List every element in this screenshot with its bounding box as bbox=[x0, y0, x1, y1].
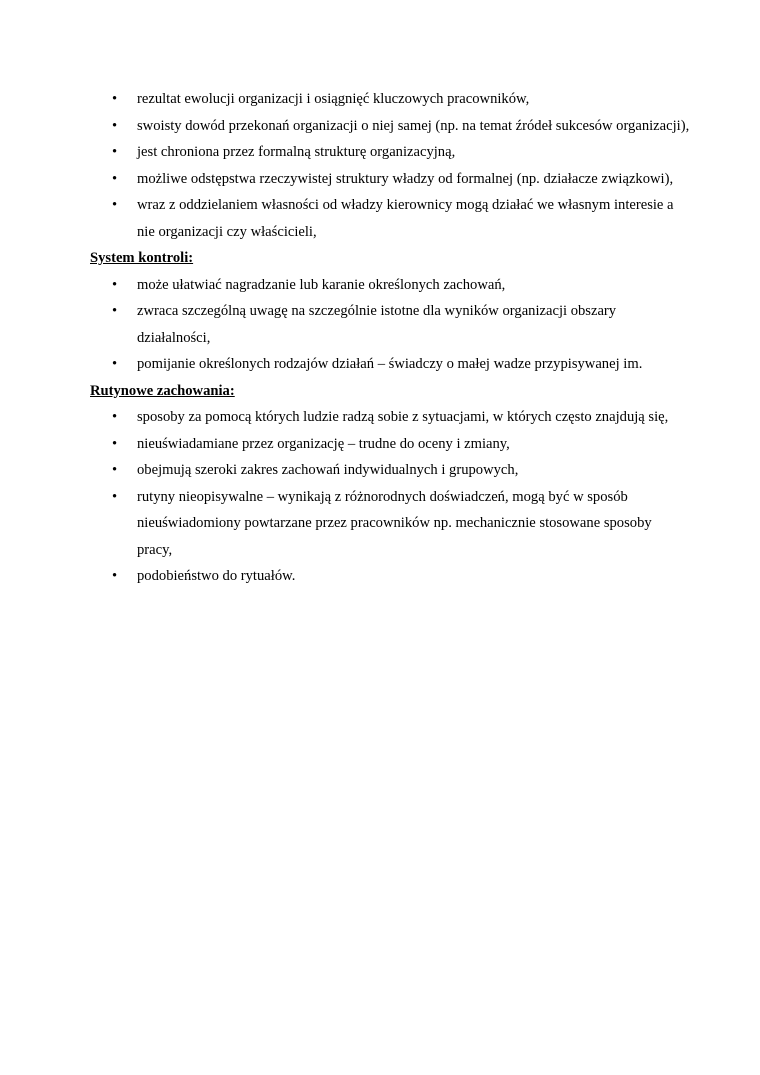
bullet-icon: • bbox=[112, 276, 118, 293]
bullet-icon: • bbox=[112, 488, 118, 505]
list-item bbox=[90, 351, 690, 378]
list-item-text: może ułatwiać nagradzanie lub karanie określonych zachowań, bbox=[137, 276, 506, 293]
list-item-text: rezultat ewolucji organizacji i osiągnięć kluczowych pracowników, bbox=[137, 91, 530, 107]
section-heading-system-kontroli: System kontroli: bbox=[90, 250, 194, 266]
list-item-text: rutyny nieopisywalne – wynikają z różnorodnych doświadczeń, mogą być w sposób nieuświadomiony powtarzane przez pracowników np. mechanicznie stosowane sposoby pracy, bbox=[137, 488, 652, 558]
bullet-list-structure bbox=[90, 86, 690, 245]
list-item-text: swoisty dowód przekonań organizacji o niej samej (np. na temat źródeł sukcesów organizacji), bbox=[137, 117, 690, 134]
list-item bbox=[90, 431, 690, 458]
bullet-icon: • bbox=[112, 117, 118, 134]
bullet-icon: • bbox=[112, 197, 118, 213]
list-item bbox=[90, 272, 690, 299]
bullet-icon: • bbox=[112, 303, 118, 319]
bullet-icon: • bbox=[112, 568, 118, 584]
list-item bbox=[90, 139, 690, 166]
list-item bbox=[90, 404, 690, 431]
bullet-icon: • bbox=[112, 435, 118, 452]
list-item bbox=[90, 563, 690, 590]
bullet-icon: • bbox=[112, 409, 118, 425]
bullet-icon: • bbox=[112, 144, 118, 160]
list-item-text: możliwe odstępstwa rzeczywistej struktury władzy od formalnej (np. działacze związkowi), bbox=[137, 170, 674, 187]
bullet-list-system-kontroli bbox=[90, 272, 690, 378]
bullet-icon: • bbox=[112, 356, 118, 372]
bullet-icon: • bbox=[112, 170, 118, 187]
list-item-text: wraz z oddzielaniem własności od władzy kierownicy mogą działać we własnym interesie a nie organizacji czy właścicieli, bbox=[137, 197, 674, 240]
list-item-text: nieuświadamiane przez organizację – trudne do oceny i zmiany, bbox=[137, 435, 510, 452]
list-item-text: jest chroniona przez formalną strukturę organizacyjną, bbox=[137, 144, 456, 160]
document-body bbox=[90, 86, 690, 590]
list-item bbox=[90, 166, 690, 193]
list-item-text: sposoby za pomocą których ludzie radzą sobie z sytuacjami, w których często znajdują się, bbox=[137, 409, 669, 425]
list-item bbox=[90, 298, 690, 351]
bullet-icon: • bbox=[112, 91, 118, 107]
bullet-icon: • bbox=[112, 462, 118, 478]
list-item bbox=[90, 484, 690, 564]
bullet-list-rutynowe-zachowania bbox=[90, 404, 690, 590]
list-item-text: zwraca szczególną uwagę na szczególnie istotne dla wyników organizacji obszary działalności, bbox=[137, 303, 617, 346]
section-heading-rutynowe-zachowania: Rutynowe zachowania: bbox=[90, 382, 235, 399]
list-item bbox=[90, 86, 690, 113]
list-item bbox=[90, 192, 690, 245]
list-item-text: obejmują szeroki zakres zachowań indywidualnych i grupowych, bbox=[137, 462, 519, 478]
list-item bbox=[90, 457, 690, 484]
list-item bbox=[90, 113, 690, 140]
list-item-text: podobieństwo do rytuałów. bbox=[137, 568, 296, 584]
list-item-text: pomijanie określonych rodzajów działań – świadczy o małej wadze przypisywanej im. bbox=[137, 356, 643, 372]
